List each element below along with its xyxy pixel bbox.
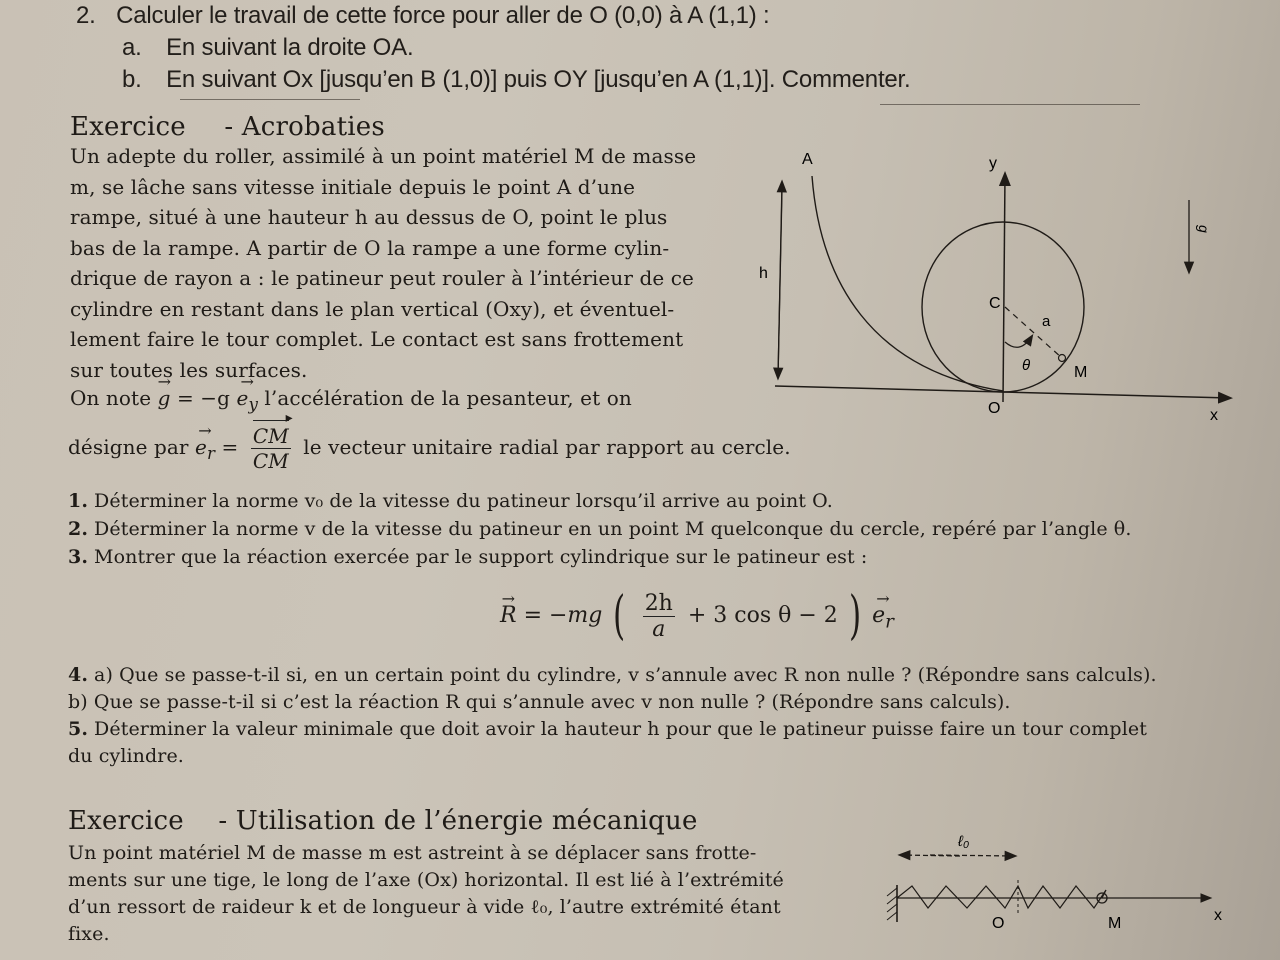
question-text: Calculer le travail de cette force pour aller de O (0,0) à A (1,1) : (116, 2, 770, 29)
text: e (195, 435, 207, 459)
notation-gravity (70, 386, 632, 414)
question-text: En suivant la droite OA. (166, 34, 414, 61)
question-2 (76, 2, 769, 30)
question-item (68, 718, 1147, 740)
title-prefix: Exercice (70, 112, 186, 142)
question-item (68, 745, 184, 767)
paragraph-line: Un point matériel M de masse m est astreint à se déplacer sans frotte- (68, 842, 757, 864)
theta-arc (1005, 336, 1032, 347)
paragraph-line: drique de rayon a : le patineur peut rouler à l’intérieur de ce (70, 266, 694, 290)
label-A: A (802, 151, 813, 168)
text: désigne par (68, 435, 196, 459)
ey-vector (237, 386, 258, 414)
pencil-underline (880, 104, 1140, 105)
paragraph-line: fixe. (68, 923, 110, 945)
text: le vecteur unitaire radial par rapport au cercle. (303, 435, 791, 459)
question-item (68, 691, 1011, 713)
question-number: a. (122, 34, 142, 61)
reaction-formula (500, 586, 894, 646)
label-O: O (988, 400, 1001, 417)
subscript: y (248, 395, 258, 414)
question-text: Montrer que la réaction exercée par le support cylindrique sur le patineur est : (94, 546, 868, 568)
question-item (68, 490, 833, 512)
paragraph-line: lement faire le tour complet. Le contact est sans frottement (70, 327, 684, 351)
spring (897, 886, 1106, 908)
text: l’accélération de la pesanteur, et on (257, 386, 632, 410)
question-number: 3. (68, 546, 89, 568)
question-item (68, 664, 1157, 686)
exercise-title-energie (68, 806, 698, 836)
fraction (643, 591, 675, 642)
text: On note (70, 386, 152, 410)
paragraph-line: cylindre en restant dans le plan vertical (Oxy), et éventuel- (70, 296, 675, 321)
question-text: du cylindre. (68, 745, 184, 767)
title-prefix: Exercice (68, 806, 184, 836)
question-item (68, 518, 1131, 540)
paragraph-line: sur toutes les surfaces. (70, 357, 308, 382)
question-number: 5. (68, 718, 89, 740)
left-paren: ( (613, 586, 626, 646)
notation-radial (68, 424, 791, 473)
question-number: 2. (68, 518, 89, 540)
paragraph-line: m, se lâche sans vitesse initiale depuis le point A d’une (70, 174, 636, 199)
text: = −mg (516, 603, 603, 628)
text: e (236, 386, 249, 410)
acrobaties-figure (740, 140, 1280, 430)
denominator: CM (252, 449, 289, 473)
er-vector (195, 435, 215, 463)
question-number: b. (122, 66, 142, 93)
text: e (872, 603, 886, 628)
question-2a (122, 34, 413, 62)
g-vector: → g (158, 386, 171, 410)
paragraph-line: d’un ressort de raideur k et de longueur à vide ℓ₀, l’autre extrémité étant (68, 896, 781, 918)
question-text: Déterminer la norme v₀ de la vitesse du patineur lorsqu’il arrive au point O. (94, 490, 833, 512)
label-g: g (1196, 225, 1212, 233)
spring-figure (870, 810, 1280, 960)
exercise-title-acrobaties (70, 112, 385, 142)
label-a: a (1042, 313, 1051, 330)
text: + 3 cos θ − 2 (687, 603, 838, 628)
right-paren: ) (848, 586, 862, 646)
label-y: y (989, 155, 997, 172)
R-vector: → R (500, 603, 517, 628)
paragraph-line: rampe, situé à une hauteur h au dessus de O, point le plus (70, 205, 668, 229)
label-x: x (1214, 907, 1222, 924)
h-dimension-arrow (778, 182, 782, 378)
er-vector (872, 603, 894, 632)
fraction (251, 424, 291, 473)
label-C: C (989, 295, 1001, 312)
question-text: b) Que se passe-t-il si c’est la réaction R qui s’annule avec v non nulle ? (Répondre sans calculs). (68, 691, 1011, 713)
pencil-underline (180, 99, 360, 100)
y-axis (1003, 174, 1005, 402)
wall-hatching (887, 888, 897, 920)
question-item (68, 546, 867, 568)
question-text: Déterminer la norme v de la vitesse du patineur en un point M quelconque du cercle, repéré par l’angle θ. (94, 518, 1132, 540)
question-2b (122, 66, 911, 94)
label-l0: ℓ₀ (958, 833, 970, 850)
radius-line (1005, 307, 1062, 358)
title-text: - Utilisation de l’énergie mécanique (218, 806, 698, 836)
question-number: 4. (68, 664, 89, 686)
question-text: Déterminer la valeur minimale que doit avoir la hauteur h pour que le patineur puisse faire un tour complet (94, 718, 1147, 740)
ramp-curve (812, 176, 1003, 391)
paragraph-line: ments sur une tige, le long de l’axe (Ox) horizontal. Il est lié à l’extrémité (68, 869, 784, 891)
question-text: a) Que se passe-t-il si, en un certain point du cylindre, v s’annule avec R non nulle ? (Répondre sans calculs). (94, 664, 1157, 686)
numerator: 2h (644, 590, 673, 616)
question-number: 2. (76, 2, 96, 29)
label-M: M (1074, 364, 1088, 381)
label-theta: θ (1022, 357, 1031, 374)
question-number: 1. (68, 490, 89, 512)
numerator: CM ▸ (253, 424, 289, 448)
paragraph-line: bas de la rampe. A partir de O la rampe a une forme cylin- (70, 235, 670, 260)
text: = −g (170, 386, 237, 410)
label-h: h (759, 265, 768, 282)
subscript: r (885, 611, 894, 633)
text: = (215, 435, 245, 459)
question-text: En suivant Ox [jusqu’en B (1,0)] puis OY [jusqu’en A (1,1)]. Commenter. (166, 66, 911, 93)
paragraph-line: Un adepte du roller, assimilé à un point matériel M de masse (70, 144, 697, 168)
label-x: x (1210, 407, 1218, 424)
title-text: - Acrobaties (224, 112, 385, 142)
denominator: a (652, 616, 666, 642)
label-M: M (1108, 915, 1122, 932)
label-O: O (992, 915, 1005, 932)
subscript: r (206, 444, 216, 463)
